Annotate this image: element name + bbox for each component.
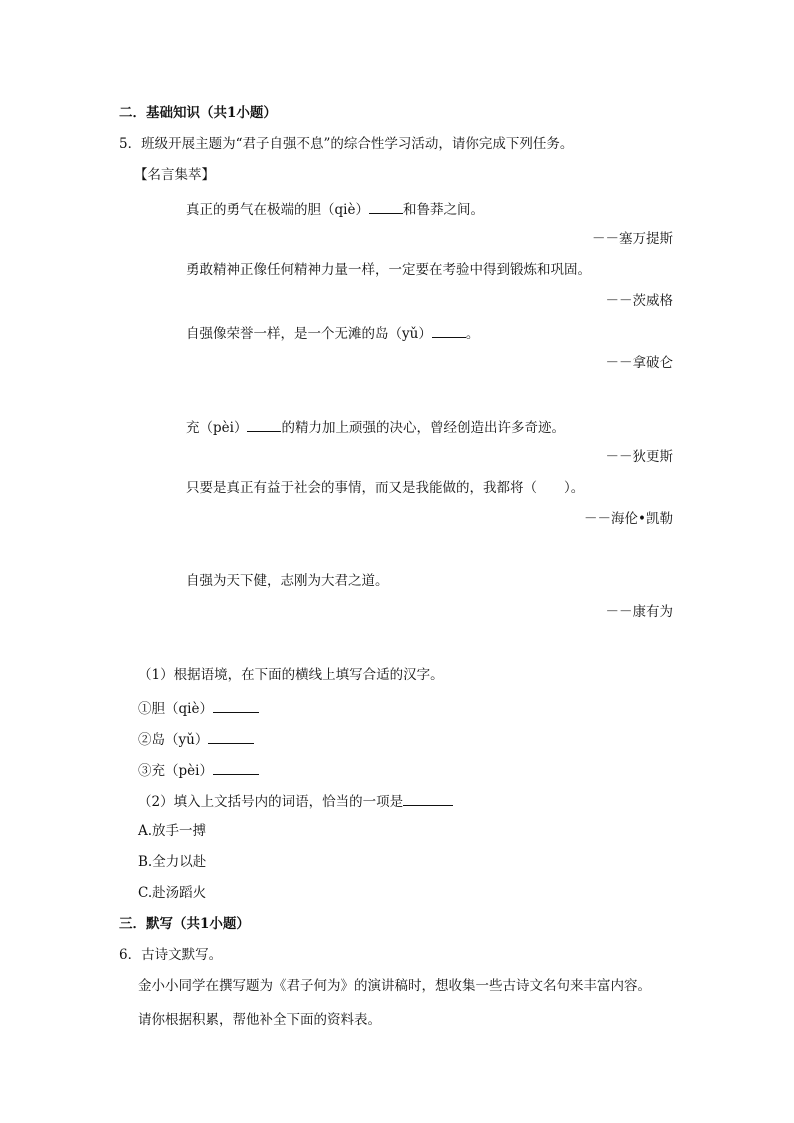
sub-question-1-item-3: ③充（pèi） <box>138 760 259 780</box>
quote-1-author: －－塞万提斯 <box>592 231 673 247</box>
section-heading-basic-knowledge: 二．基础知识（共1小题） <box>119 105 277 121</box>
quote-4-blank[interactable] <box>247 417 281 432</box>
quote-2: 勇敢精神正像任何精神力量一样，一定要在考验中得到锻炼和巩固。 <box>186 262 591 278</box>
quote-6: 自强为天下健，志刚为大君之道。 <box>186 573 389 589</box>
question-6-stem: 6．古诗文默写。 <box>119 947 223 963</box>
section-heading-dictation: 三．默写（共1小题） <box>119 916 250 932</box>
quote-3-author: －－拿破仑 <box>605 355 673 371</box>
quote-1-pre: 真正的勇气在极端的胆（qiè） <box>186 202 369 218</box>
quote-4-pre: 充（pèi） <box>186 420 248 436</box>
option-c: C.赴汤蹈火 <box>138 885 207 901</box>
quote-3-pre: 自强像荣誉一样，是一个无滩的岛（yǔ） <box>186 326 432 342</box>
quote-1-blank[interactable] <box>369 199 403 214</box>
answer-blank-2[interactable] <box>208 729 254 744</box>
sub-question-1-item-1: ①胆（qiè） <box>138 698 259 718</box>
question-6-line-1: 金小小同学在撰写题为《君子何为》的演讲稿时，想收集一些古诗文名句来丰富内容。 <box>138 978 651 994</box>
quote-5-author: －－海伦•凯勒 <box>584 511 673 527</box>
answer-blank-3[interactable] <box>213 760 259 775</box>
famous-quotes-tag: 【名言集萃】 <box>134 167 215 183</box>
quote-4-post: 的精力加上顽强的决心，曾经创造出许多奇迹。 <box>281 420 565 436</box>
question-6-line-2: 请你根据积累，帮他补全下面的资料表。 <box>138 1012 381 1028</box>
quote-2-author: －－茨威格 <box>605 293 673 309</box>
quote-6-author: －－康有为 <box>605 604 673 620</box>
quote-1-post: 和鲁莽之间。 <box>402 202 484 218</box>
sub-question-1-item-2: ②岛（yǔ） <box>138 729 254 749</box>
quote-4-author: －－狄更斯 <box>605 449 673 465</box>
quote-4 <box>186 417 565 437</box>
answer-blank-1[interactable] <box>213 698 259 713</box>
quote-1 <box>186 199 484 219</box>
quote-3-post: 。 <box>465 326 480 342</box>
quote-3-blank[interactable] <box>432 323 466 338</box>
answer-blank-choice[interactable] <box>403 791 453 806</box>
quote-5: 只要是真正有益于社会的事情，而又是我能做的，我都将（ ）。 <box>186 480 585 496</box>
quote-3 <box>186 323 479 343</box>
option-a: A.放手一搏 <box>138 823 207 839</box>
sub-question-2-prompt: （2）填入上文括号内的词语，恰当的一项是 <box>138 791 453 811</box>
sub-question-1-prompt: （1）根据语境，在下面的横线上填写合适的汉字。 <box>138 667 444 683</box>
question-5-stem: 5．班级开展主题为“君子自强不息”的综合性学习活动，请你完成下列任务。 <box>119 136 574 152</box>
option-b: B.全力以赴 <box>138 854 207 870</box>
